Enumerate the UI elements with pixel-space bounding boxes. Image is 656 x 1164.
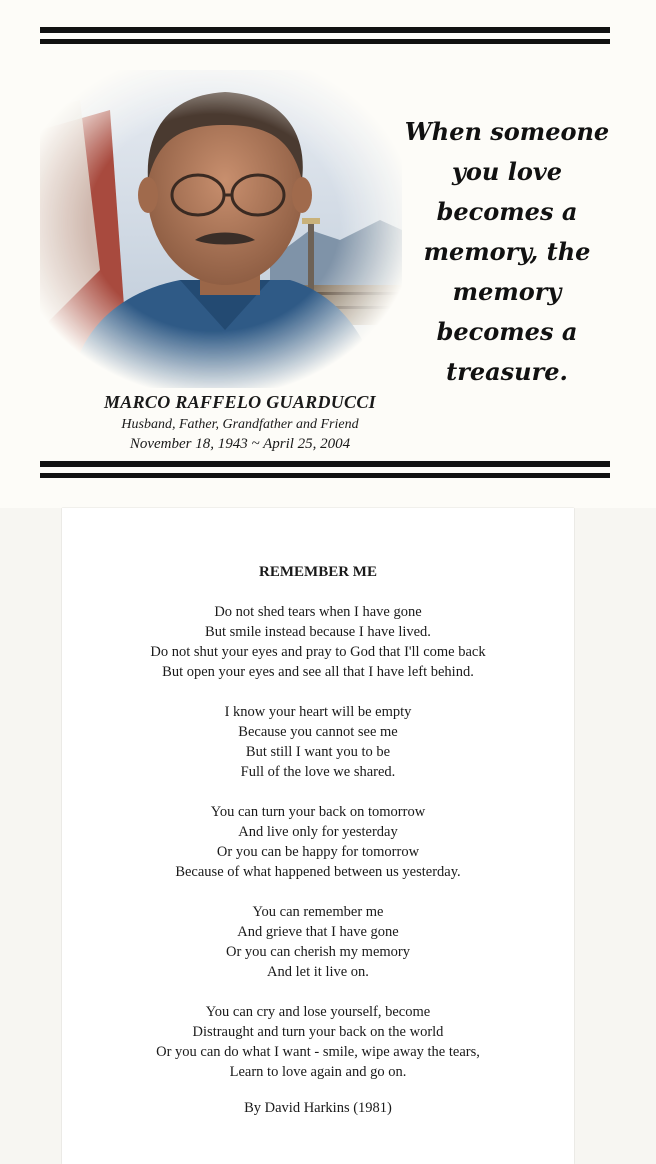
poem-line: And live only for yesterday — [238, 824, 398, 840]
memorial-card-back — [62, 508, 574, 1164]
poem-stanza — [62, 802, 574, 882]
poem-line: Because you cannot see me — [238, 724, 398, 740]
poem-line: But still I want you to be — [245, 744, 391, 760]
portrait-photo — [40, 70, 402, 388]
poem-title: REMEMBER ME — [259, 564, 377, 580]
memorial-card-front — [0, 0, 656, 508]
bottom-rule — [40, 461, 610, 467]
memorial-quote — [402, 112, 612, 392]
poem-stanza — [62, 702, 574, 782]
life-dates: November 18, 1943 ~ April 25, 2004 — [129, 436, 351, 452]
quote-line: treasure. — [446, 357, 568, 386]
quote-line: you love — [451, 157, 563, 186]
poem-stanza — [62, 602, 574, 682]
poem-line: You can remember me — [252, 904, 384, 920]
poem-stanza — [62, 1002, 574, 1082]
top-rule-thin — [40, 39, 610, 44]
poem-author: By David Harkins (1981) — [244, 1100, 392, 1116]
poem-line: Or you can be happy for tomorrow — [216, 844, 420, 860]
poem-line: Do not shed tears when I have gone — [214, 604, 422, 620]
poem-body — [62, 602, 574, 1102]
quote-line: becomes a — [436, 317, 578, 346]
quote-line: memory — [452, 277, 562, 306]
memorial-name-block — [40, 392, 440, 453]
poem-line: But smile instead because I have lived. — [205, 624, 431, 640]
poem-line: Full of the love we shared. — [240, 764, 396, 780]
poem-line: But open your eyes and see all that I have left behind. — [162, 664, 474, 680]
poem-line: And grieve that I have gone — [237, 924, 399, 940]
poem-stanza — [62, 902, 574, 982]
deceased-roles: Husband, Father, Grandfather and Friend — [121, 417, 359, 432]
poem-line: Distraught and turn your back on the world — [192, 1024, 444, 1040]
quote-line: becomes a — [436, 197, 578, 226]
poem-line: Or you can do what I want - smile, wipe away the tears, — [156, 1044, 480, 1060]
poem-line: I know your heart will be empty — [224, 704, 412, 720]
quote-line: When someone — [404, 117, 610, 146]
poem-line: Do not shut your eyes and pray to God that I'll come back — [150, 644, 486, 660]
poem-line: Because of what happened between us yesterday. — [175, 864, 461, 880]
poem-line: You can turn your back on tomorrow — [210, 804, 426, 820]
poem-line: You can cry and lose yourself, become — [205, 1004, 431, 1020]
poem-line: Or you can cherish my memory — [225, 944, 411, 960]
poem-line: Learn to love again and go on. — [229, 1064, 407, 1080]
deceased-name: MARCO RAFFELO GUARDUCCI — [104, 392, 376, 412]
poem-line: And let it live on. — [267, 964, 369, 980]
top-rule — [40, 27, 610, 33]
bottom-rule-thin — [40, 473, 610, 478]
quote-line: memory, the — [423, 237, 591, 266]
